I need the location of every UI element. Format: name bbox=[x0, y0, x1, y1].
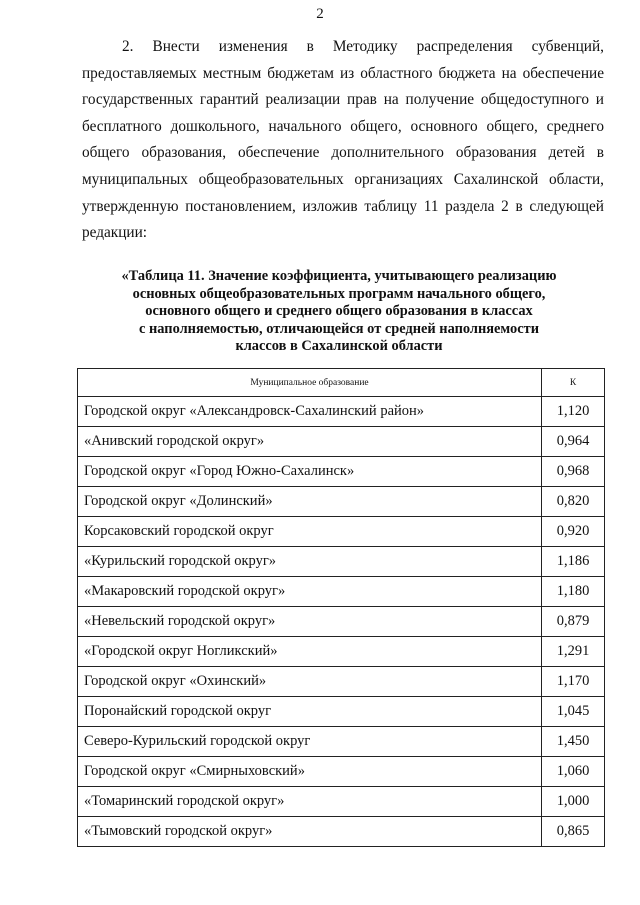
municipality-cell: «Макаровский городской округ» bbox=[78, 577, 542, 607]
table-row bbox=[78, 697, 605, 727]
municipality-cell: «Курильский городской округ» bbox=[78, 547, 542, 577]
table-title-line: основных общеобразовательных программ начального общего, bbox=[132, 285, 546, 302]
header-k: К bbox=[542, 369, 605, 397]
table-title-line: «Таблица 11. Значение коэффициента, учитывающего реализацию bbox=[121, 268, 557, 284]
coefficient-cell: 0,968 bbox=[542, 457, 605, 487]
coefficient-cell: 1,180 bbox=[542, 577, 605, 607]
municipality-cell: «Тымовский городской округ» bbox=[78, 817, 542, 847]
municipality-cell: Городской округ «Долинский» bbox=[78, 487, 542, 517]
table-row bbox=[78, 547, 605, 577]
coefficient-cell: 0,920 bbox=[542, 517, 605, 547]
coefficient-cell: 1,045 bbox=[542, 697, 605, 727]
municipality-cell: «Томаринский городской округ» bbox=[78, 787, 542, 817]
table-row bbox=[78, 637, 605, 667]
header-municipality: Муниципальное образование bbox=[78, 369, 542, 397]
coefficient-cell: 1,291 bbox=[542, 637, 605, 667]
table-row bbox=[78, 397, 605, 427]
table-row bbox=[78, 487, 605, 517]
municipality-cell: Городской округ «Александровск-Сахалинский район» bbox=[78, 397, 542, 427]
table-header-row bbox=[78, 369, 605, 397]
coefficient-cell: 0,964 bbox=[542, 427, 605, 457]
coefficient-cell: 1,120 bbox=[542, 397, 605, 427]
table-title-line: классов в Сахалинской области bbox=[235, 338, 443, 354]
coefficient-cell: 1,450 bbox=[542, 727, 605, 757]
coefficient-table bbox=[77, 368, 605, 847]
table-row bbox=[78, 817, 605, 847]
coefficient-cell: 0,865 bbox=[542, 817, 605, 847]
municipality-cell: Корсаковский городской округ bbox=[78, 517, 542, 547]
table-row bbox=[78, 667, 605, 697]
table-row bbox=[78, 577, 605, 607]
municipality-cell: «Анивский городской округ» bbox=[78, 427, 542, 457]
municipality-cell: Городской округ «Охинский» bbox=[78, 667, 542, 697]
table-row bbox=[78, 607, 605, 637]
table-title-line: основного общего и среднего общего образования в классах bbox=[145, 303, 533, 319]
page-number: 2 bbox=[316, 6, 324, 22]
municipality-cell: «Невельский городской округ» bbox=[78, 607, 542, 637]
coefficient-cell: 1,170 bbox=[542, 667, 605, 697]
municipality-cell: «Городской округ Ногликский» bbox=[78, 637, 542, 667]
table-row bbox=[78, 727, 605, 757]
municipality-cell: Поронайский городской округ bbox=[78, 697, 542, 727]
body-paragraph: 2. Внести изменения в Методику распределения субвенций, предоставляемых местным бюджетам из областного бюджета на обеспечение государственных гарантий реализации прав на получение общедоступного и бесплатного дошкольного, начального общего, основного общего, среднего общего образования, обеспечение дополнительного образования детей в муниципальных общеобразовательных организациях Сахалинской области, утвержденную постановлением, изложив таблицу 11 раздела 2 в следующей редакции: bbox=[82, 38, 604, 242]
coefficient-cell: 0,820 bbox=[542, 487, 605, 517]
coefficient-cell: 1,060 bbox=[542, 757, 605, 787]
municipality-cell: Северо-Курильский городской округ bbox=[78, 727, 542, 757]
coefficient-cell: 1,000 bbox=[542, 787, 605, 817]
coefficient-cell: 0,879 bbox=[542, 607, 605, 637]
municipality-cell: Городской округ «Смирныховский» bbox=[78, 757, 542, 787]
table-row bbox=[78, 787, 605, 817]
table-body bbox=[78, 397, 605, 847]
table-title bbox=[78, 268, 600, 356]
table-row bbox=[78, 457, 605, 487]
municipality-cell: Городской округ «Город Южно-Сахалинск» bbox=[78, 457, 542, 487]
table-title-line: с наполняемостью, отличающейся от средней наполняемости bbox=[139, 320, 539, 337]
coefficient-cell: 1,186 bbox=[542, 547, 605, 577]
table-row bbox=[78, 517, 605, 547]
table-row bbox=[78, 427, 605, 457]
table-row bbox=[78, 757, 605, 787]
